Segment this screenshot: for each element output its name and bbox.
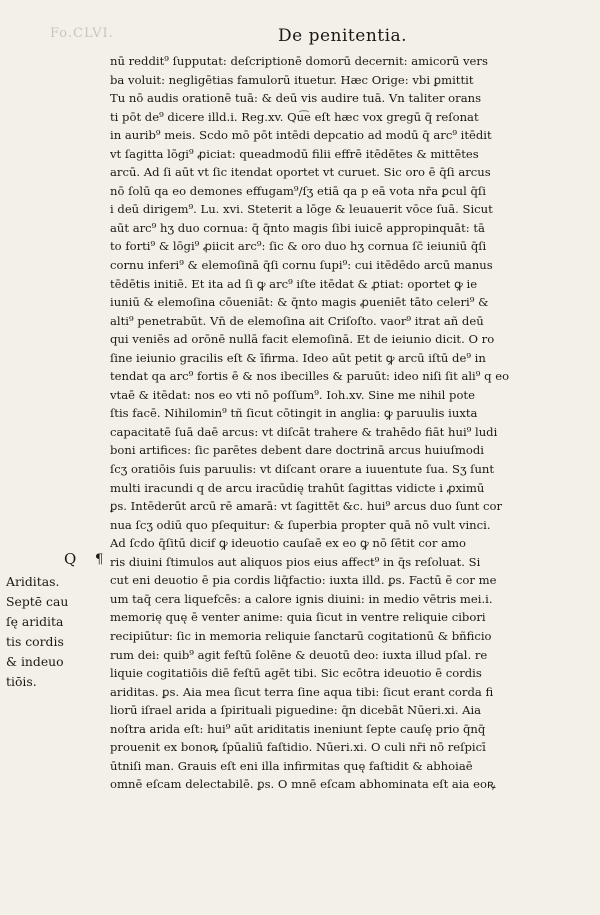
text-line: ſine ieiunio gracilis eſt & īfirma. Ideo aūt petit ꝙ arcū iſtū de⁹ in (110, 350, 486, 365)
text-line: boni artifices: ſic parētes debent dare doctrinā arcus huiuſmodi (110, 443, 485, 458)
text-line: ſtis facē. Nihilomin⁹ tñ ſicut cōtingit in anglia: ꝙ paruulis iuxta (110, 406, 478, 421)
text-line: tēdētis initiē. Et ita ad ſi ꝙ arc⁹ iſte itēdat & ꝓtiat: oportet ꝙ ie (110, 276, 478, 291)
text-line: ba voluit: negligētias famulorū ituetur. Hæc Orige: vbi ꝑmittit (110, 72, 474, 87)
text-line: alti⁹ penetrabūt. Vn̄ de elemoſina ait Criſoſto. vaor⁹ itrat añ deū (110, 313, 484, 328)
text-line: liorū iſrael arida a ſpirituali piguedine: q̄n dicebāt Nūeri.xi. Aia (110, 703, 482, 718)
text-line: ſcʒ oratiōis ſuis paruulis: vt diſcant orare a iuuentute ſua. Sʒ ſunt (110, 462, 495, 477)
text-line: prouenit ex bonoꝶ ſpūaliū faſtidio. Nūeri.xi. O culi nr̄i nō reſpicī (110, 740, 486, 755)
text-line: nō ſolū qa eo demones effugam⁹/ſʒ etiā qa p eā vota nr̄a ꝑcul q̄ſi (110, 183, 486, 198)
text-line: vtaē & itēdat: nos eo vti nō poſſum⁹. Ioh.xv. Sine me nihil pote (110, 387, 475, 402)
text-line: vt ſagitta lōgi⁹ ꝓiciat: queadmodū filii effrē itēdētes & mittētes (110, 146, 479, 161)
text-line: tendat qa arc⁹ fortis ē & nos ibecilles & paruūt: ideo niſi ſit ali⁹ q eo (110, 369, 510, 384)
text-line: ti pōt de⁹ dicere illd.i. Reg.xv. Qu͡e eſt hæc vox gregū q̄ reſonat (110, 109, 479, 124)
margin-line: ſę aridita (6, 614, 64, 629)
margin-line: tiōis. (6, 674, 37, 689)
text-line: ris diuini ſtimulos aut aliquos pios eius affect⁹ in q̄s reſoluat. Si (110, 554, 481, 569)
text-line: rum dei: quib⁹ agit feſtū ſolēne & deuotū deo: iuxta illud pſal. re (110, 647, 488, 662)
margin-notes (6, 552, 106, 692)
text-line: um taq̄ cera liquefcēs: a calore ignis diuini: in medio vētris mei.i. (110, 591, 493, 606)
text-line: memorię quę ē venter anime: quia ſicut in ventre reliquie cibori (110, 610, 486, 625)
text-line: recipiūtur: ſic in memoria reliquie ſanctarū cogitationū & bñficio (110, 628, 492, 643)
text-line: nua ſcʒ odiū quo pſequitur: & ſuperbia propter quā nō vult vinci. (110, 517, 491, 532)
text-line: cornu inferi⁹ & elemoſinā q̄ſi cornu ſupi⁹: cui itēdēdo arcū manus (110, 258, 493, 273)
text-line: Tu nō audis orationē tuā: & deū vis audire tuā. Vn taliter orans (110, 91, 482, 106)
text-line: noſtra arida eſt: hui⁹ aūt ariditatis ineniunt ſepte cauſę prio q̄nq̄ (110, 721, 486, 736)
margin-line: tis cordis (6, 634, 64, 649)
text-line: multi iracundi q de arcu iracūdię trahūt ſagittas vidicte i ꝓximū (110, 480, 485, 495)
text-line: ꝑs. Intēderūt arcū rē amarā: vt ſagittēt &c. hui⁹ arcus duo ſunt cor (110, 499, 503, 514)
margin-line: & indeuo (6, 654, 64, 669)
margin-letter-q: Q (64, 550, 77, 568)
margin-line: Septē cau (6, 594, 69, 609)
pilcrow-mark: ¶ (95, 552, 104, 567)
text-line: in aurib⁹ meis. Scdo mō pōt intēdi depcatio ad modū q̄ arc⁹ itēdit (110, 128, 492, 143)
text-line: cut eni deuotio ē pia cordis liq̄factio: iuxta illd. ꝑs. Factū ē cor me (110, 573, 497, 588)
bleed-through-folio: Fo.CLVI. (50, 26, 114, 41)
text-line: i deū dirigem⁹. Lu. xvi. Steterit a lōge & leuauerit vōce ſuā. Sicut (110, 202, 493, 217)
text-line: omnē eſcam delectabilē. ꝑs. O mnē eſcam abhominata eſt aia eoꝶ (110, 777, 496, 792)
text-line: iuniū & elemoſina cōueniāt: & q̄nto magis ꝓueniēt tāto celeri⁹ & (110, 295, 489, 310)
text-line: capacitatē ſuā daē arcus: vt diſcāt trahere & trahēdo fiāt hui⁹ ludi (110, 424, 498, 439)
text-line: qui veniēs ad orōnē nullā facit elemoſinā. Et de ieiunio dicit. O ro (110, 332, 495, 347)
text-line: to forti⁹ & lōgi⁹ ꝓiicit arc⁹: ſic & oro duo hʒ cornua ſc̄ ieiuniū q̄ſi (110, 239, 487, 254)
main-text-block (110, 52, 580, 794)
text-line: aūt arc⁹ hʒ duo cornua: q̄ q̄nto magis ſibi iuicē appropinquāt: tā (110, 220, 485, 235)
text-line: liquie cogitatiōis diē feſtū agēt tibi. Sic ecōtra ideuotio ē cordis (110, 666, 482, 681)
text-line: arcū. Ad ſi aūt vt ſic itendat oportet vt curuet. Sic oro ē q̄ſi arcus (110, 165, 491, 180)
text-line: ūtniſi man. Grauis eſt eni illa infirmitas quę faſtidit & abhoiaē (110, 758, 473, 773)
margin-line: Ariditas. (6, 574, 60, 589)
text-line: nū reddit⁹ ſupputat: deſcriptionē domorū decernit: amicorū vers (110, 54, 488, 68)
text-line: Ad ſcdo q̄ſitū dicif ꝙ ideuotio cauſaē ex eo ꝙ nō ſētit cor amo (110, 536, 466, 551)
page-header: De penitentia. (278, 26, 408, 46)
text-line: ariditas. ꝑs. Aia mea ſicut terra ſine aqua tibi: ſicut erant corda fi (110, 684, 494, 699)
